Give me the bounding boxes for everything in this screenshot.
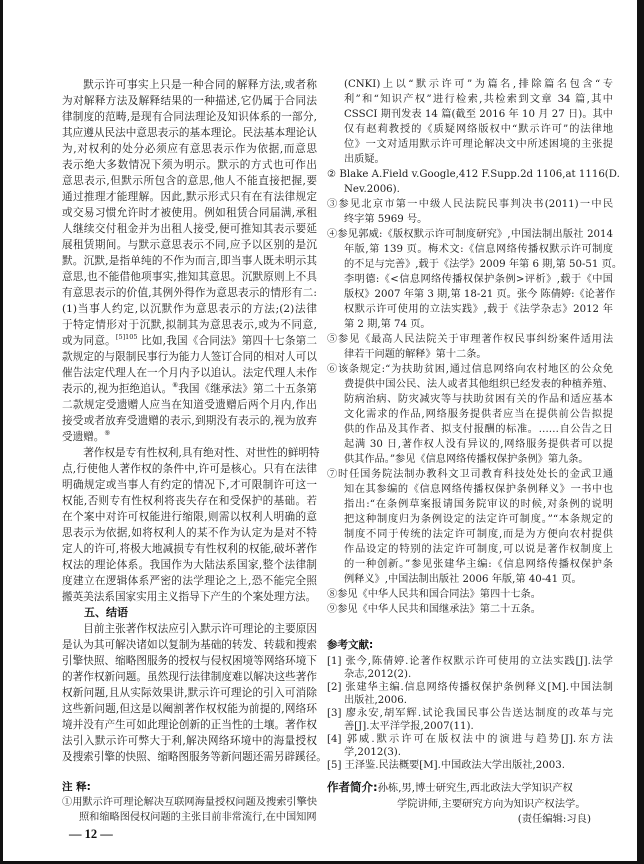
journal-page bbox=[3, 0, 637, 861]
footnote bbox=[62, 795, 317, 825]
text-line: 律制度的范畴,是现有合同法理论及知识体系的一部分, bbox=[62, 111, 317, 123]
note-text: 参见北京市第一中级人民法院民事判决书(2011)一中民 bbox=[338, 199, 614, 210]
note-line: 文化需求的作品,网络服务提供者应当在提供前公告拟提 bbox=[344, 409, 613, 420]
text-line bbox=[62, 381, 317, 397]
author-bio-label: 作者简介: bbox=[327, 780, 378, 794]
footnotes-left bbox=[62, 780, 317, 825]
note-line: CSSCI 期刊发表 14 篇(截至 2016 年 10 月 27 日)。其中 bbox=[344, 109, 613, 120]
note-line: 善[J].太平洋学报,2007(11). bbox=[344, 721, 474, 732]
footnote bbox=[327, 167, 620, 197]
citation-marker: [5]105 bbox=[115, 333, 138, 341]
note-line bbox=[327, 467, 613, 482]
footnote-marker: ⑦ bbox=[327, 469, 339, 480]
text-line: 是认为其可解决诸如以复制为基础的转发、转载和搜索 bbox=[62, 639, 317, 651]
note-line bbox=[327, 655, 613, 668]
footnote-marker: ③ bbox=[327, 199, 339, 210]
note-line: 作品设定的特别的法定许可制度,可以说是著作权制度上 bbox=[344, 544, 613, 555]
note-line: 年版,第 139 页。梅术文:《信息网络传播权默示许可制度 bbox=[344, 244, 613, 255]
footnote bbox=[327, 362, 613, 467]
text-line: 其应遵从民法中意思表示的基本理论。民法基本理论认 bbox=[62, 127, 317, 139]
text-line: 接受或者放弃受遗赠的表示,到期没有表示的,视为放弃 bbox=[62, 415, 317, 427]
footnote-marker: ① bbox=[62, 797, 73, 808]
citation-marker: ⑨ bbox=[104, 429, 111, 437]
note-line: 出版社,2006. bbox=[344, 695, 407, 706]
note-text: 张建华主编.信息网络传播权保护条例释义[M].中国法制 bbox=[341, 682, 613, 693]
author-bio-text-2: 学院讲师,主要研究方向为知识产权法学。 bbox=[397, 797, 586, 810]
text-line: 点,行使他人著作权的条件中,许可是核心。只有在法律 bbox=[62, 463, 317, 475]
note-line: 供其作品。”参见《信息网络传播权保护条例》第九条。 bbox=[344, 454, 589, 465]
note-text: 时任国务院法制办教科文卫司教育科技处处长的金武卫通 bbox=[338, 469, 614, 480]
note-line: 出质疑。 bbox=[344, 154, 385, 165]
text-line: 定人的许可,将极大地减损专有性权利的权能,破坏著作 bbox=[62, 543, 317, 555]
section-heading: 五、结语 bbox=[84, 606, 128, 619]
references-title: 参考文献: bbox=[327, 639, 374, 651]
note-text: 参见《中华人民共和国继承法》第二十五条。 bbox=[337, 604, 541, 615]
text-line: 通过推理才能理解。因此,默示形式只有在有法律规定 bbox=[62, 191, 317, 203]
note-text: 该条规定:“为扶助贫困,通过信息网络向农村地区的公众免 bbox=[337, 364, 613, 375]
footnote bbox=[327, 602, 613, 617]
note-line: 第 2 期,第 74 页。 bbox=[344, 319, 431, 330]
note-line: 制度不同于传统的法定许可制度,而是为方便向农村提供 bbox=[344, 529, 613, 540]
note-line: 版权》2007 年第 3 期,第 18-21 页。张今 陈倩婷:《论著作 bbox=[344, 289, 616, 300]
note-line: Nev.2006). bbox=[344, 184, 400, 195]
text-line: 为,对权利的处分必须应有意思表示作为依据,而意思 bbox=[62, 143, 317, 155]
text-line: 的著作权新问题。虽然现行法律制度难以解决这些著作 bbox=[62, 671, 317, 683]
text-line bbox=[62, 333, 317, 349]
text-line: 为对解释方法及解释结果的一种描述,它仍属于合同法 bbox=[62, 95, 317, 107]
text-line: 著作权是专有性权利,具有绝对性、对世性的鲜明特 bbox=[83, 447, 320, 459]
text-line: (1)当事人约定,以沉默作为意思表示的方法;(2)法律 bbox=[62, 303, 317, 315]
paragraph bbox=[62, 621, 327, 765]
text-run: 我国《继承法》第二十五条第 bbox=[178, 383, 318, 395]
note-line: 权默示许可使用的立法实践》,载于《法学杂志》2012 年 bbox=[344, 304, 613, 315]
text-line: 度建立在逻辑体系严密的法学理论之上,恐不能完全照 bbox=[62, 575, 317, 587]
text-line: 明确规定或当事人有约定的情况下,才可限制许可这一 bbox=[62, 479, 317, 491]
text-line bbox=[62, 429, 317, 445]
note-line bbox=[327, 167, 620, 182]
text-run: 受遗赠。 bbox=[62, 431, 105, 443]
text-line: 意思,也不能借他项事实,推知其意思。沉默原则上不具 bbox=[62, 271, 317, 283]
text-line: 默示许可事实上只是一种合同的解释方法,或者称 bbox=[83, 79, 317, 91]
note-line bbox=[327, 332, 613, 347]
footnote-marker: ⑨ bbox=[327, 604, 338, 615]
footnotes-title: 注 释: bbox=[62, 781, 91, 793]
footnote bbox=[327, 77, 613, 167]
note-line bbox=[327, 681, 613, 694]
note-line: 知在其参编的《信息网络传播权保护条例释义》一书中也 bbox=[344, 484, 613, 495]
text-line: 款规定的与限制民事行为能力人签订合同的相对人可以 bbox=[62, 351, 317, 363]
text-line: 在个案中对许可权能进行缩限,则需以权利人明确的意 bbox=[62, 511, 317, 523]
note-line: 例释义》,中国法制出版社 2006 年版,第 40-41 页。 bbox=[344, 574, 582, 585]
text-line: 这些新问题,但这是以阉割著作权权能为前提的,网络环 bbox=[62, 703, 317, 715]
note-line bbox=[327, 733, 613, 746]
note-line: 利”和“知识产权”进行检索,共检索到文章 34 篇,其中 bbox=[344, 94, 613, 105]
reference-marker: [3] bbox=[327, 708, 342, 719]
text-line: 权能,否则专有性权利将丧失存在和受保护的基础。若 bbox=[62, 495, 317, 507]
note-line: 起满 30 日,著作权人没有异议的,网络服务提供者可以提 bbox=[344, 439, 613, 450]
note-line: 供的作品及其作者、拟支付报酬的标准。……自公告之日 bbox=[344, 424, 613, 435]
reference-marker: [2] bbox=[327, 682, 342, 693]
note-line: 照和缩略图侵权问题的主张目前非常流行,在中国知网 bbox=[79, 812, 317, 823]
text-line: 法引入默示许可弊大于利,解决网络环境中的海量授权 bbox=[62, 735, 317, 747]
reference-marker: [5] bbox=[327, 760, 342, 771]
note-line: 的不足与完善》,载于《法学》2009 年第 6 期,第 50-51 页。 bbox=[344, 259, 623, 270]
footnote bbox=[327, 332, 613, 362]
text-line: 人继续交付租金并为出租人接受,便可推知其表示要延 bbox=[62, 223, 317, 235]
note-line: 把这种制度归为条例设定的法定许可制度。”“本条规定的 bbox=[344, 514, 613, 525]
footnote bbox=[327, 227, 623, 332]
note-line: 律若干问题的解释》第十二条。 bbox=[344, 349, 487, 360]
note-line bbox=[327, 362, 613, 377]
note-line: 李明德:《<信息网络传播权保护条例>评析》,载于《中国 bbox=[344, 274, 613, 285]
text-line: 于特定情形对于沉默,拟制其为意思表示,或为不同意, bbox=[62, 319, 317, 331]
text-line: 二款规定受遗赠人应当在知道受遗赠后两个月内,作出 bbox=[62, 399, 317, 411]
text-line: 表示绝大多数情况下须为明示。默示的方式也可作出 bbox=[62, 159, 317, 171]
note-line bbox=[327, 759, 613, 772]
note-line bbox=[62, 795, 317, 810]
text-line: 目前主张著作权法应引入默示许可理论的主要原因 bbox=[83, 623, 317, 635]
note-line bbox=[327, 197, 613, 212]
editor-credit: (责任编辑:习良) bbox=[517, 813, 591, 825]
footnote-marker: ⑤ bbox=[327, 334, 339, 345]
text-line: 权法的理论体系。我国作为大陆法系国家,整个法律制 bbox=[62, 559, 317, 571]
note-line: 位》一文对适用默示许可理论解决文中所述困境的主张提 bbox=[344, 139, 613, 150]
paragraph bbox=[62, 77, 317, 445]
note-line bbox=[327, 602, 613, 617]
reference bbox=[327, 655, 613, 681]
note-text: 参见《中华人民共和国合同法》第四十七条。 bbox=[337, 589, 541, 600]
note-text: 王泽鉴.民法概要[M].中国政法大学出版社,2003. bbox=[341, 760, 565, 771]
citation-marker: ⑧ bbox=[172, 381, 179, 389]
text-line: 催告法定代理人在一个月内予以追认。法定代理人未作 bbox=[62, 367, 317, 379]
text-line: 引擎快照、缩略图服务的授权与侵权困境等网络环境下 bbox=[62, 655, 317, 667]
footnote-marker: ② bbox=[327, 169, 337, 180]
reference bbox=[327, 707, 613, 733]
text-line: 思表示为依据,如将权利人的某不作为认定为是对不特 bbox=[62, 527, 317, 539]
note-line: 终字第 5969 号。 bbox=[344, 214, 428, 225]
note-line bbox=[327, 587, 613, 602]
footnotes-right bbox=[327, 77, 623, 617]
note-text: 参见郭威:《版权默示许可制度研究》,中国法制出版社 2014 bbox=[337, 229, 613, 240]
text-line: 默。沉默,是指单纯的不作为而言,即当事人既未明示其 bbox=[62, 255, 317, 267]
text-line: 意思表示,但默示所包含的意思,他人不能直接把握,要 bbox=[62, 175, 317, 187]
text-line: 有意思表示的价值,其例外得作为意思表示的情形有二: bbox=[62, 287, 317, 299]
reference-marker: [1] bbox=[327, 656, 342, 667]
note-line: 指出:“在条例草案报请国务院审议的时候,对条例的说明 bbox=[344, 499, 613, 510]
note-line: 仅有赵莉教授的《质疑网络版权中“默示许可”的法律地 bbox=[344, 124, 613, 135]
note-line: 防病治病、防灾减灾等与扶助贫困有关的作品和适应基本 bbox=[344, 394, 613, 405]
author-bio bbox=[327, 780, 613, 828]
footnote bbox=[327, 197, 613, 227]
references bbox=[327, 638, 613, 772]
text-line: 搬英美法系国家实用主义指导下产生的个案处理方法。 bbox=[62, 591, 317, 603]
reference-marker: [4] bbox=[327, 734, 342, 745]
note-text: 用默示许可理论解决互联网海量授权问题及搜索引擎快 bbox=[72, 797, 318, 808]
text-line: 权新问题,且从实际效果讲,默示许可理论的引入可消除 bbox=[62, 687, 317, 699]
footnote bbox=[327, 587, 613, 602]
note-text: 张今,陈倩婷.论著作权默示许可使用的立法实践[J].法学 bbox=[341, 656, 613, 667]
note-text: Blake A.Field v.Google,412 F.Supp.2d 1106,at 1116(D. bbox=[336, 169, 620, 180]
note-line: 费提供中国公民、法人或者其他组织已经发表的种植养殖、 bbox=[344, 379, 613, 390]
text-run: 比如,我国《合同法》第四十七条第二 bbox=[137, 335, 318, 347]
text-line: 展租赁期间。与默示意思表示不同,应予以区别的是沉 bbox=[62, 239, 317, 251]
left-column-body bbox=[62, 77, 327, 765]
text-line: 境并没有产生可如此理论创新的正当性的土壤。著作权 bbox=[62, 719, 317, 731]
note-line: 的一种创新。”参见张建华主编:《信息网络传播权保护条 bbox=[344, 559, 613, 570]
reference bbox=[327, 733, 613, 759]
footnote bbox=[327, 467, 613, 587]
text-line: 及搜索引擎的快照、缩略图服务等新问题还需另辟蹊径。 bbox=[62, 751, 327, 763]
note-line: 杂志,2012(2). bbox=[344, 669, 412, 680]
note-text: 廖永安,胡军辉.试论我国民事公告送达制度的改革与完 bbox=[341, 708, 613, 719]
text-run: 或为同意。 bbox=[62, 335, 116, 347]
note-line: (CNKI)上以“默示许可”为篇名,排除篇名包含“专 bbox=[344, 79, 613, 90]
note-line bbox=[327, 707, 613, 720]
note-text: 郭威.默示许可在版权法中的演进与趋势[J].东方法 bbox=[341, 734, 613, 745]
author-bio-line bbox=[327, 780, 613, 797]
footnote-marker: ⑥ bbox=[327, 364, 338, 375]
footnote-marker: ④ bbox=[327, 229, 338, 240]
note-text: 参见《最高人民法院关于审理著作权民事纠纷案件适用法 bbox=[338, 334, 614, 345]
footnote-marker: ⑧ bbox=[327, 589, 338, 600]
page-number: — 12 — bbox=[69, 827, 113, 841]
reference bbox=[327, 681, 613, 707]
note-line: 学,2012(3). bbox=[344, 747, 402, 758]
author-bio-text: 孙栋,男,博士研究生,西北政法大学知识产权 bbox=[377, 782, 573, 794]
note-line bbox=[327, 227, 613, 242]
text-line: 或交易习惯允许时才被使用。例如租赁合同届满,承租 bbox=[62, 207, 317, 219]
reference bbox=[327, 759, 613, 772]
paragraph bbox=[62, 445, 320, 605]
text-run: 表示的,视为拒绝追认。 bbox=[62, 383, 173, 395]
